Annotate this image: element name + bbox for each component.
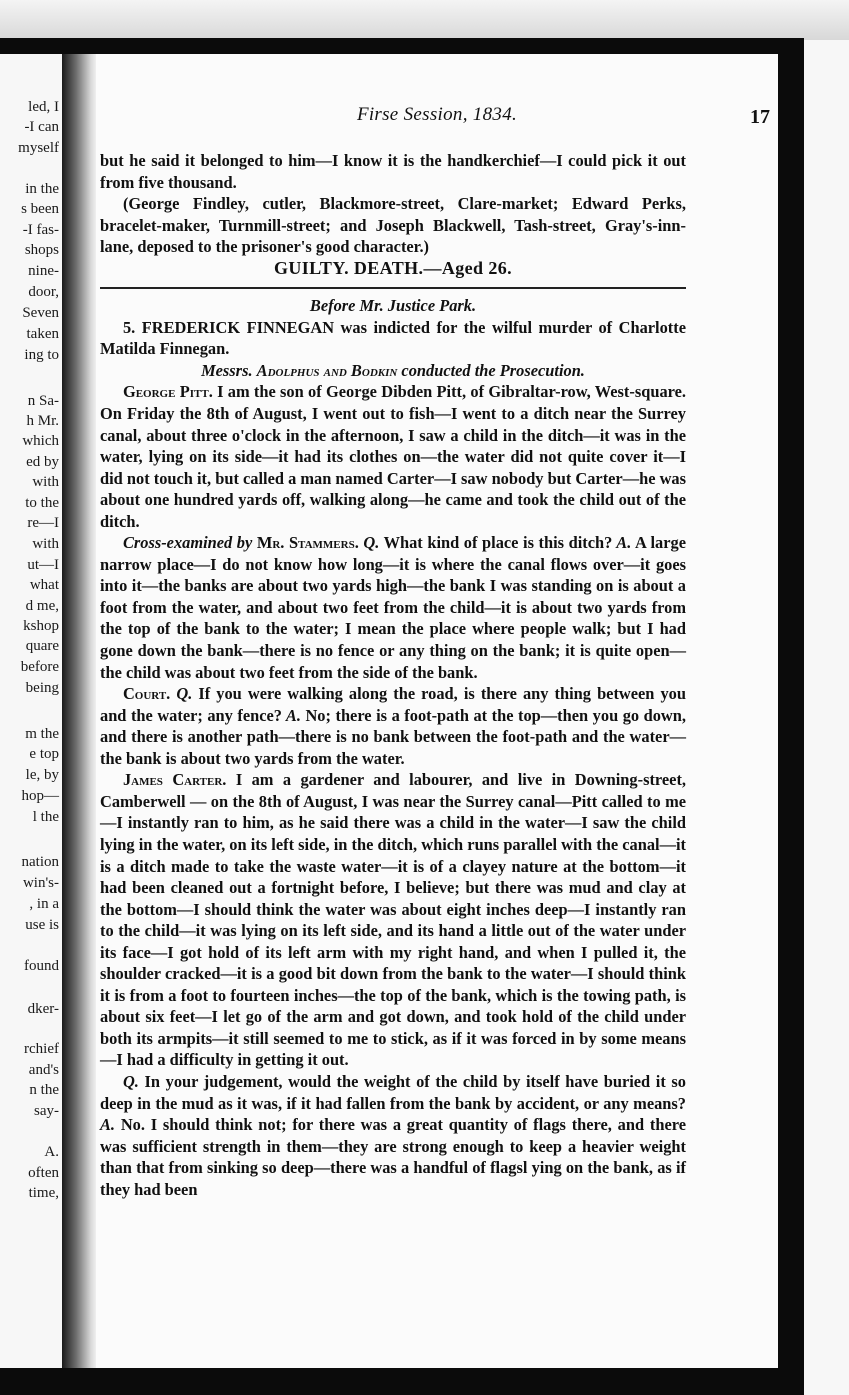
- facing-page-word: with: [32, 474, 59, 490]
- witness-name-pitt: George Pitt.: [122, 382, 213, 402]
- facing-page-word: before: [20, 659, 59, 675]
- facing-page-word: h Mr.: [26, 413, 59, 429]
- court-a-label: A.: [281, 705, 301, 725]
- facing-page-word: door,: [28, 284, 59, 300]
- scan-frame-top: [0, 38, 800, 54]
- facing-page-word: n the: [29, 1082, 59, 1098]
- cross-question: What kind of place is this ditch?: [379, 533, 613, 553]
- facing-page-word: dker-: [27, 1001, 59, 1017]
- facing-page-word: re—I: [27, 515, 59, 531]
- facing-page-word: use is: [25, 917, 59, 933]
- court-answer: No; there is a foot-path at the top—then you go down, and there is another path—there is no bank between the foot-path and the water—the bank is about two yards from the water.: [100, 705, 686, 768]
- facing-page-word: d me,: [25, 598, 59, 614]
- court-paragraph: [100, 683, 686, 769]
- scan-frame-right: [778, 38, 804, 1378]
- final-a-label: A.: [100, 1115, 116, 1135]
- facing-page-word: what: [29, 577, 59, 593]
- case-text: was indicted for the wilful murder of Charlotte Matilda Finnegan.: [100, 317, 686, 359]
- running-title: Firse Session, 1834.: [356, 104, 518, 125]
- facing-page-word: , in a: [29, 896, 59, 912]
- facing-page-word: myself: [18, 140, 59, 156]
- facing-page-word: -I fas-: [22, 222, 59, 238]
- judge-heading: Before Mr. Justice Park.: [309, 296, 477, 316]
- case-heading: [100, 317, 686, 360]
- body-text: [100, 150, 686, 1200]
- page-number: 17: [750, 106, 770, 128]
- character-witnesses: (George Findley, cutler, Blackmore-street, Clare-market; Edward Perks, bracelet-maker, Turnmill-street; and Joseph Blackwell, Tash-street, Gray's-inn-lane, deposed to the prisoner's good character.): [100, 194, 686, 257]
- facing-page-fragment: [0, 54, 62, 1368]
- book-gutter: [62, 54, 96, 1368]
- facing-page-word: with: [32, 536, 59, 552]
- facing-page-word: in the: [25, 181, 59, 197]
- facing-page-word: shops: [24, 242, 59, 258]
- facing-page-word: l the: [32, 809, 59, 825]
- cross-q-label: Q.: [358, 533, 380, 553]
- facing-page-word: and's: [28, 1062, 59, 1078]
- cross-examination-paragraph: [100, 532, 686, 683]
- verdict: GUILTY. DEATH.—Aged 26.: [273, 257, 513, 278]
- facing-page-word: nine-: [28, 263, 59, 279]
- opening-paragraph: but he said it belonged to him—I know it is the handkerchief—I could pick it out from five thousand.: [100, 151, 686, 192]
- facing-page-word: time,: [28, 1185, 59, 1201]
- carter-testimony-paragraph: [100, 769, 686, 1071]
- facing-page-word: nation: [21, 854, 59, 870]
- final-answer: No. I should think not; for there was a great quantity of flags there, and there was sufficient strength in them—they are strong enough to keep a heavier weight than that from sinking so deep—there was a handful of flagsl ying on the bank, as if they had been: [100, 1115, 686, 1199]
- carter-testimony: I am a gardener and labourer, and live in Downing-street, Camberwell — on the 8th of August, I was near the Surrey canal—Pitt called to me—I instantly ran to him, as he said there was a child in the water—I saw the child lying in the water, on its left side, in the ditch, which runs parallel with the canal—it is a ditch made to take the waste water—it is of a clayey nature at the bottom—it had been cleaned out a fortnight before, I believe; but there was mud and clay at the bottom—I should think the water was about eight inches deep—I instantly ran to the child—it was lying on its left side, and its hand a little out of the water under its face—I got hold of its left arm with my right hand, and when I pulled it, the shoulder cracked—it is a good bit down from the bank to the water—I should think it is from a foot to fourteen inches—the top of the bank, which is the towing path, is about six feet—I let go of the arm and got down, and took hold of the child under both its armpits—it still seemed to me to stick, as if it was forced in by some means—I had a difficulty in getting it out.: [100, 770, 686, 1070]
- facing-page-word: ed by: [26, 454, 59, 470]
- scan-right-margin: [804, 40, 849, 1395]
- facing-page-word: taken: [26, 326, 59, 342]
- final-q-label: Q.: [122, 1071, 139, 1091]
- facing-page-word: ing to: [24, 347, 59, 363]
- cross-answer: A large narrow place—I do not know how long—it is where the canal flows over—it goes into it—the banks are about two yards high—the bank I was standing on is about a foot from the water, and about two feet from the child—it is about two yards from the top of the bank to the water; I mean the place where people walk; but I had gone down the bank—there is no fence or any thing on the bank; it is quite open—the child was about two feet from the side of the bank.: [100, 533, 686, 682]
- facing-page-word: rchief: [24, 1041, 59, 1057]
- facing-page-word: say-: [34, 1103, 59, 1119]
- facing-page-word: found: [24, 958, 59, 974]
- court-question: If you were walking along the road, is there any thing between you and the water; any fence?: [100, 684, 686, 725]
- cross-a-label: A.: [612, 533, 632, 553]
- facing-page-word: led, I: [28, 99, 59, 115]
- pitt-testimony-paragraph: [100, 381, 686, 532]
- scan-top-edge: [0, 0, 849, 40]
- final-question: In your judgement, would the weight of the child by itself have buried it so deep in the mud as it was, if it had fallen from the bank by accident, or any means?: [100, 1071, 686, 1113]
- final-qa-paragraph: [100, 1071, 686, 1200]
- counsel-suffix: conducted the Prosecution.: [397, 360, 585, 380]
- facing-page-word: being: [25, 680, 59, 696]
- counsel-names: Adolphus and Bodkin: [256, 360, 398, 380]
- facing-page-word: often: [28, 1165, 59, 1181]
- facing-page-word: to the: [25, 495, 59, 511]
- facing-page-word: e top: [29, 746, 59, 762]
- facing-page-word: m the: [25, 726, 59, 742]
- facing-page-word: ut—I: [27, 557, 59, 573]
- cross-counsel: Mr. Stammers.: [256, 533, 359, 553]
- facing-page-word: win's-: [22, 875, 59, 891]
- page-header: [96, 104, 778, 130]
- scan-frame-bottom: [0, 1368, 804, 1395]
- court-q-label: Q.: [170, 684, 193, 704]
- court-label: Court.: [122, 684, 171, 704]
- document-page: [96, 54, 778, 1368]
- case-number: 5. FREDERICK FINNEGAN: [122, 317, 335, 337]
- facing-page-word: n Sa-: [27, 393, 59, 409]
- counsel-line: [100, 360, 686, 382]
- pitt-testimony: I am the son of George Dibden Pitt, of Gibraltar-row, West-square. On Friday the 8th of August, I went out to fish—I went to a ditch near the Surrey canal, about three o'clock in the afternoon, I saw a child in the ditch—it was in the water, lying on its side—it had its clothes on—the water did not quite cover it—I did not touch it, but called a man named Carter—I saw nobody but Carter—he was about one hundred yards off, walking along—he came and took the child out of the ditch.: [100, 382, 686, 531]
- facing-page-word: A.: [44, 1144, 59, 1160]
- facing-page-word: s been: [21, 201, 59, 217]
- facing-page-word: hop—: [21, 788, 59, 804]
- witness-name-carter: James Carter.: [122, 770, 227, 790]
- facing-page-word: -I can: [24, 119, 59, 135]
- facing-page-word: which: [22, 433, 59, 449]
- facing-page-word: le, by: [25, 767, 59, 783]
- section-rule: [100, 287, 686, 289]
- facing-page-word: quare: [25, 638, 59, 654]
- counsel-prefix: Messrs.: [201, 360, 257, 380]
- cross-prefix: Cross-examined by: [122, 533, 257, 553]
- facing-page-word: Seven: [22, 305, 59, 321]
- facing-page-word: kshop: [23, 618, 59, 634]
